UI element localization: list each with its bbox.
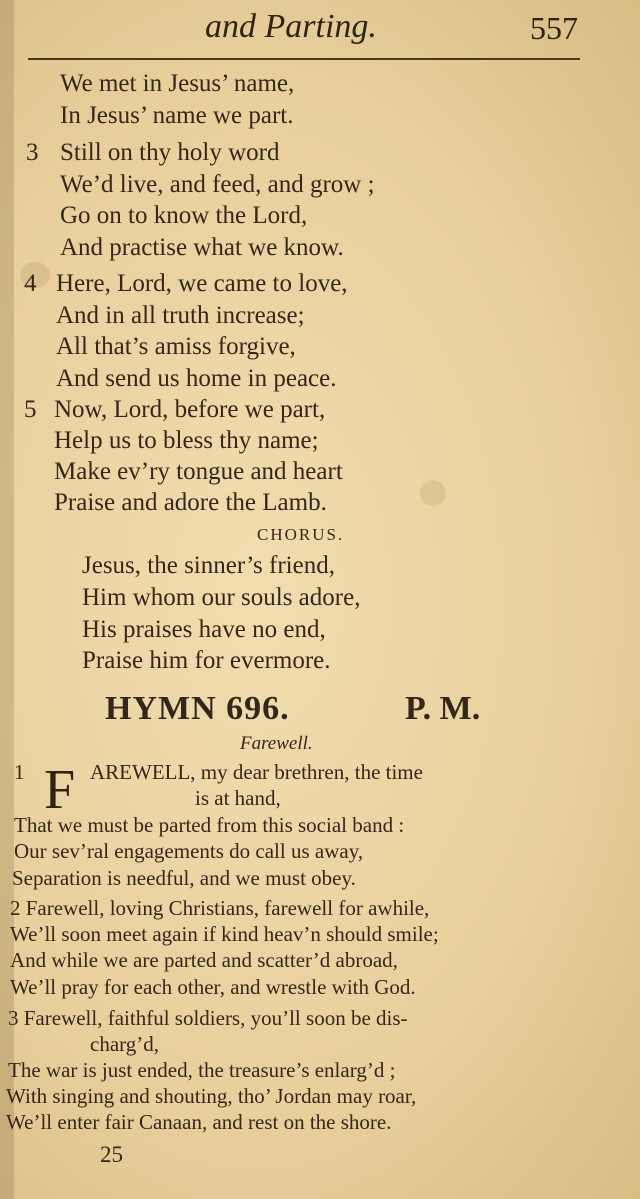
hymn-subtitle: Farewell. (240, 733, 313, 754)
page-number: 557 (530, 10, 578, 46)
verse-line: And while we are parted and scatter’d abroad, (10, 948, 398, 972)
drop-cap: F (44, 759, 76, 821)
verse-line: We’d live, and feed, and grow ; (60, 171, 375, 198)
verse-number: 1 (14, 760, 25, 784)
verse-line: Here, Lord, we came to love, (56, 270, 348, 297)
verse-line: The war is just ended, the treasure’s enlarg’d ; (8, 1058, 396, 1082)
verse-line: We’ll soon meet again if kind heav’n should smile; (10, 922, 439, 946)
verse-number: 5 (24, 396, 37, 423)
verse-line: Now, Lord, before we part, (54, 396, 326, 423)
verse-line: Praise and adore the Lamb. (54, 489, 327, 516)
verse-line: charg’d, (90, 1032, 159, 1056)
chorus-line: His praises have no end, (82, 616, 326, 643)
verse-line: And practise what we know. (60, 234, 344, 261)
hymn-meter: P. M. (405, 690, 481, 727)
verse-line: We met in Jesus’ name, (60, 70, 295, 97)
chorus-line: Him whom our souls adore, (82, 584, 361, 611)
verse-line: Our sev’ral engagements do call us away, (14, 839, 364, 863)
chorus-line: Jesus, the sinner’s friend, (82, 552, 335, 579)
verse-line: 3 Farewell, faithful soldiers, you’ll soon be dis- (8, 1006, 408, 1030)
verse-line: With singing and shouting, tho’ Jordan may roar, (6, 1084, 417, 1108)
verse-number: 3 (26, 139, 39, 166)
verse-line: AREWELL, my dear brethren, the time (90, 760, 423, 784)
chorus-label: CHORUS. (257, 525, 345, 544)
verse-line: We’ll enter fair Canaan, and rest on the shore. (6, 1110, 392, 1134)
running-title: and Parting. (205, 8, 377, 45)
signature-mark: 25 (100, 1142, 123, 1167)
verse-line: Still on thy holy word (60, 139, 280, 166)
verse-line: And in all truth increase; (56, 302, 305, 329)
verse-line: is at hand, (195, 786, 281, 810)
verse-line: That we must be parted from this social band : (14, 813, 405, 837)
verse-line: All that’s amiss forgive, (56, 333, 296, 360)
hymn-title: HYMN 696. (105, 690, 290, 727)
verse-line: In Jesus’ name we part. (60, 102, 294, 129)
verse-line: We’ll pray for each other, and wrestle with God. (10, 975, 416, 999)
verse-number: 4 (24, 270, 37, 297)
verse-line: Separation is needful, and we must obey. (12, 866, 356, 890)
header-rule (28, 58, 580, 60)
verse-line: And send us home in peace. (56, 365, 337, 392)
chorus-line: Praise him for evermore. (82, 647, 331, 674)
verse-line: Help us to bless thy name; (54, 427, 319, 454)
verse-line: 2 Farewell, loving Christians, farewell for awhile, (10, 896, 430, 920)
verse-line: Make ev’ry tongue and heart (54, 458, 343, 485)
verse-line: Go on to know the Lord, (60, 202, 308, 229)
